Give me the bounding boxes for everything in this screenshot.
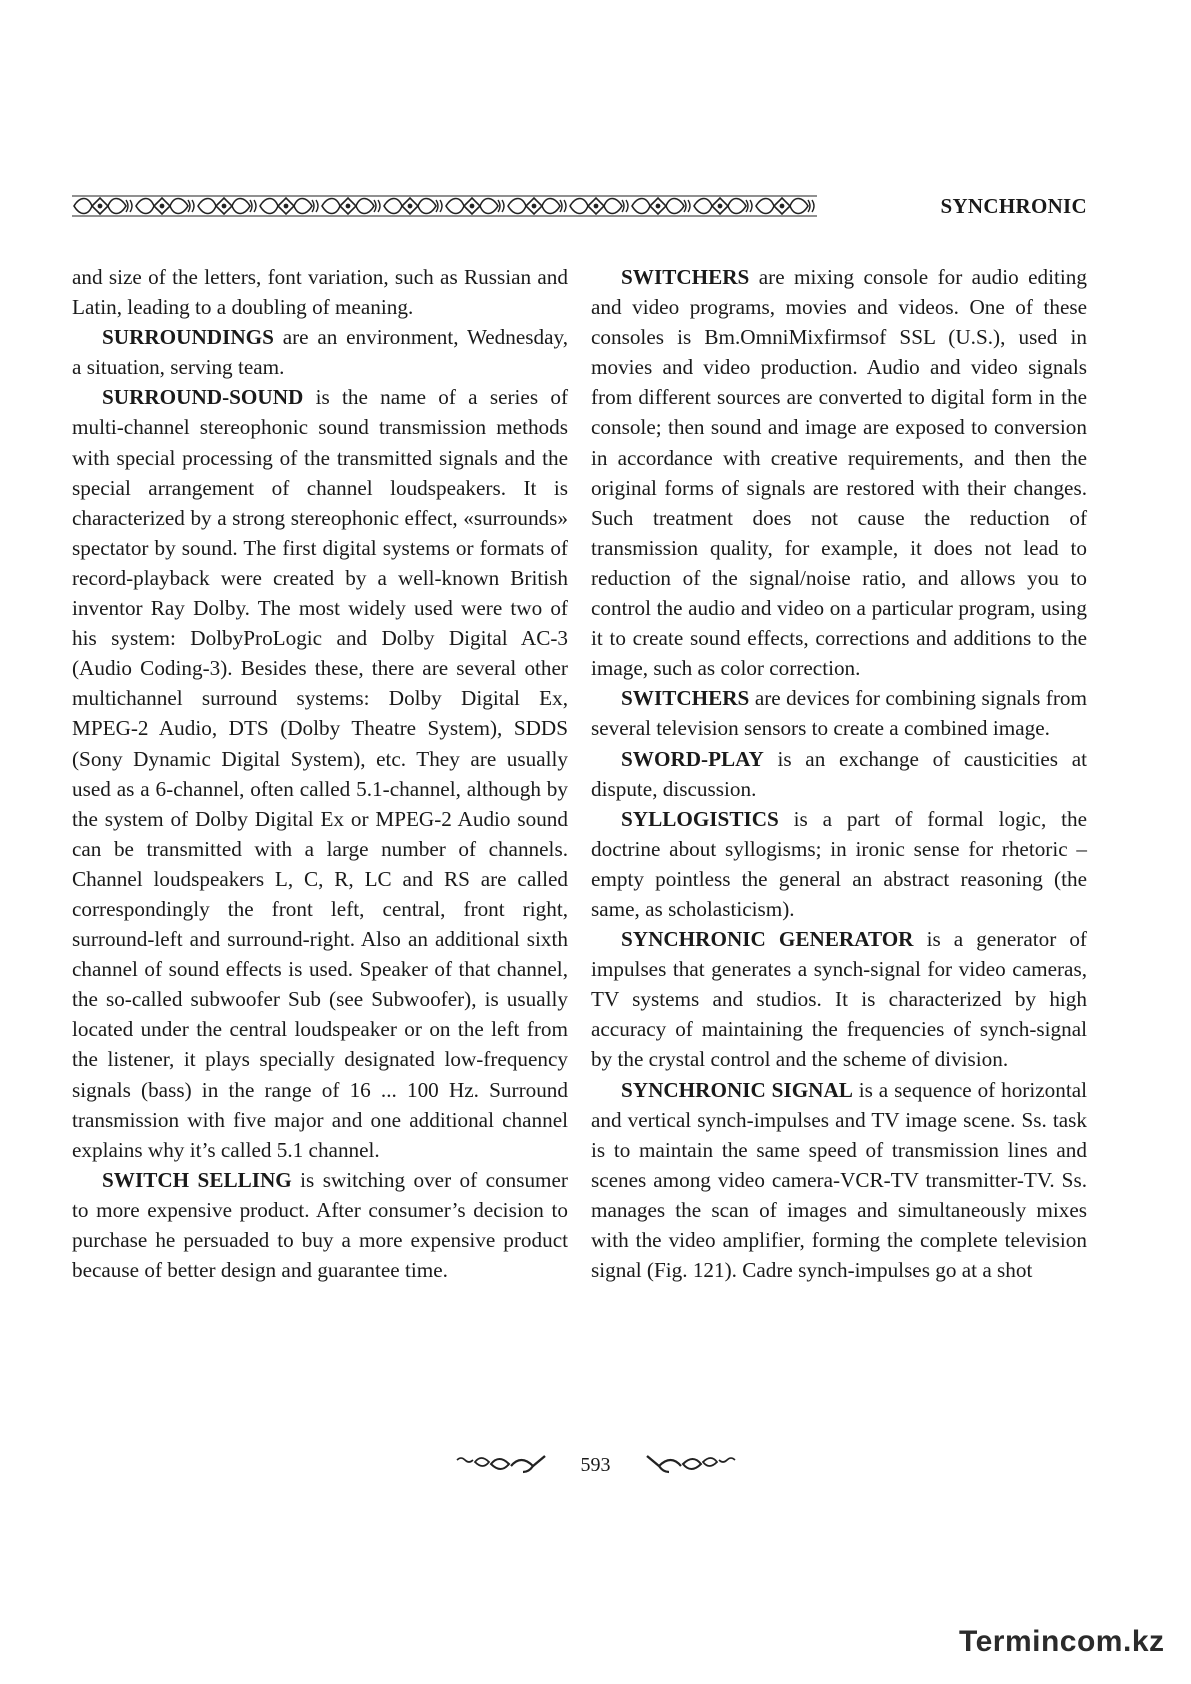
entry-definition: is an exchange of causticities at dispute, discussion. bbox=[591, 746, 1087, 801]
entry-definition: is the name of a series of multi-channel stereophonic sound transmission methods with special processing of the transmitted signals and the special arrangement of channel loudspeakers. It is characterized by a strong stereophonic effect, «surrounds» spectator by sound. The first digital systems or formats of record-playback were created by a well-known British inventor Ray Dolby. The most widely used were two of his system: DolbyProLogic and Dolby Digital AC-3 (Audio Coding-3). Besides these, there are several other multichannel surround systems: Dolby Digital Ex, MPEG-2 Audio, DTS (Dolby Theatre System), SDDS (Sony Dynamic Digital System), etc. They are usually used as a 6-channel, often called 5.1-channel, although by the system of Dolby Digital Ex or MPEG-2 Audio sound can be transmitted with a large number of channels. Channel loudspeakers L, C, R, LC and RS are called correspondingly the front left, central, front right, surround-left and surround-right. Also an additional sixth channel of sound effects is used. Speaker of that channel, the so-called subwoofer Sub (see Subwoofer), is usually located under the central loudspeaker or on the left from the listener, it plays specially designated low-frequency signals (bass) in the range of 16 ... 100 Hz. Surround transmission with five major and one additional channel explains why it’s called 5.1 channel. bbox=[72, 385, 568, 1162]
dictionary-entry bbox=[591, 683, 1087, 743]
left-flourish-icon bbox=[455, 1452, 547, 1478]
ornamental-border-icon bbox=[72, 194, 817, 218]
left-column bbox=[72, 262, 568, 1402]
entry-term: SYNCHRONIC SIGNAL bbox=[621, 1077, 853, 1102]
page-number: 593 bbox=[580, 1453, 611, 1476]
entry-definition: is a part of formal logic, the doctrine about syllogisms; in ironic sense for rhetoric – empty pointless the general an abstract reasoning (the same, as scholasticism). bbox=[591, 806, 1087, 921]
dictionary-entry bbox=[72, 382, 568, 1164]
entry-definition: are mixing console for audio editing and video programs, movies and videos. One of these consoles is Bm.OmniMixfirmsof SSL (U.S.), used in movies and video production. Audio and video signals from different sources are converted to digital form in the console; then sound and image are exposed to conversion in accordance with creative requirements, and then the original forms of signals are restored with their changes. Such treatment does not cause the reduction of transmission quality, for example, it does not lead to reduction of the signal/noise ratio, and allows you to control the audio and video on a particular program, using it to create sound effects, corrections and additions to the image, such as color correction. bbox=[591, 265, 1087, 681]
dictionary-entry bbox=[72, 322, 568, 382]
entry-term: SWITCHERS bbox=[621, 686, 750, 711]
dictionary-entry bbox=[591, 744, 1087, 804]
dictionary-entry bbox=[591, 262, 1087, 683]
dictionary-entry bbox=[591, 804, 1087, 924]
dictionary-entry bbox=[591, 1075, 1087, 1286]
entry-definition: and size of the letters, font variation, such as Russian and Latin, leading to a doubling of meaning. bbox=[72, 265, 568, 320]
entry-term: SYNCHRONIC GENERATOR bbox=[621, 927, 914, 952]
dictionary-entry bbox=[591, 924, 1087, 1074]
entry-term: SYLLOGISTICS bbox=[621, 806, 779, 831]
entry-definition: is switching over of consumer to more expensive product. After consumer’s decision to purchase he persuaded to buy a more expensive product because of better design and guarantee time. bbox=[72, 1167, 568, 1283]
entry-term: SURROUNDINGS bbox=[102, 325, 274, 350]
entry-term: SWITCH SELLING bbox=[102, 1167, 292, 1192]
dictionary-entry bbox=[72, 1165, 568, 1285]
text-columns bbox=[72, 262, 1087, 1402]
watermark-text: Termincom.kz bbox=[959, 1625, 1165, 1658]
right-flourish-icon bbox=[645, 1452, 737, 1478]
entry-definition: is a generator of impulses that generates a synch-signal for video cameras, TV systems and studios. It is characterized by high accuracy of maintaining the frequencies of synch-signal by the crystal control and the scheme of division. bbox=[591, 927, 1087, 1072]
entry-definition: is a sequence of horizontal and vertical synch-impulses and TV image scene. Ss. task is to maintain the same speed of transmission lines and scenes among video camera-VCR-TV transmitter-TV. Ss. manages the scan of images and simultaneously mixes with the video amplifier, forming the complete television signal (Fig. 121). Cadre synch-impulses go at a shot bbox=[591, 1077, 1087, 1283]
continued-paragraph bbox=[72, 262, 568, 322]
site-watermark bbox=[959, 1620, 1169, 1664]
entry-term: SURROUND-SOUND bbox=[102, 385, 304, 410]
entry-definition: are an environment, Wednesday, a situation, serving team. bbox=[72, 325, 568, 380]
entry-term: SWORD-PLAY bbox=[621, 746, 764, 771]
right-column bbox=[591, 262, 1087, 1402]
page-header bbox=[72, 192, 1087, 220]
page-footer bbox=[0, 1448, 1191, 1482]
entry-definition: are devices for combining signals from several television sensors to create a combined image. bbox=[591, 686, 1087, 741]
running-head: SYNCHRONIC bbox=[940, 193, 1087, 218]
entry-term: SWITCHERS bbox=[621, 265, 750, 289]
